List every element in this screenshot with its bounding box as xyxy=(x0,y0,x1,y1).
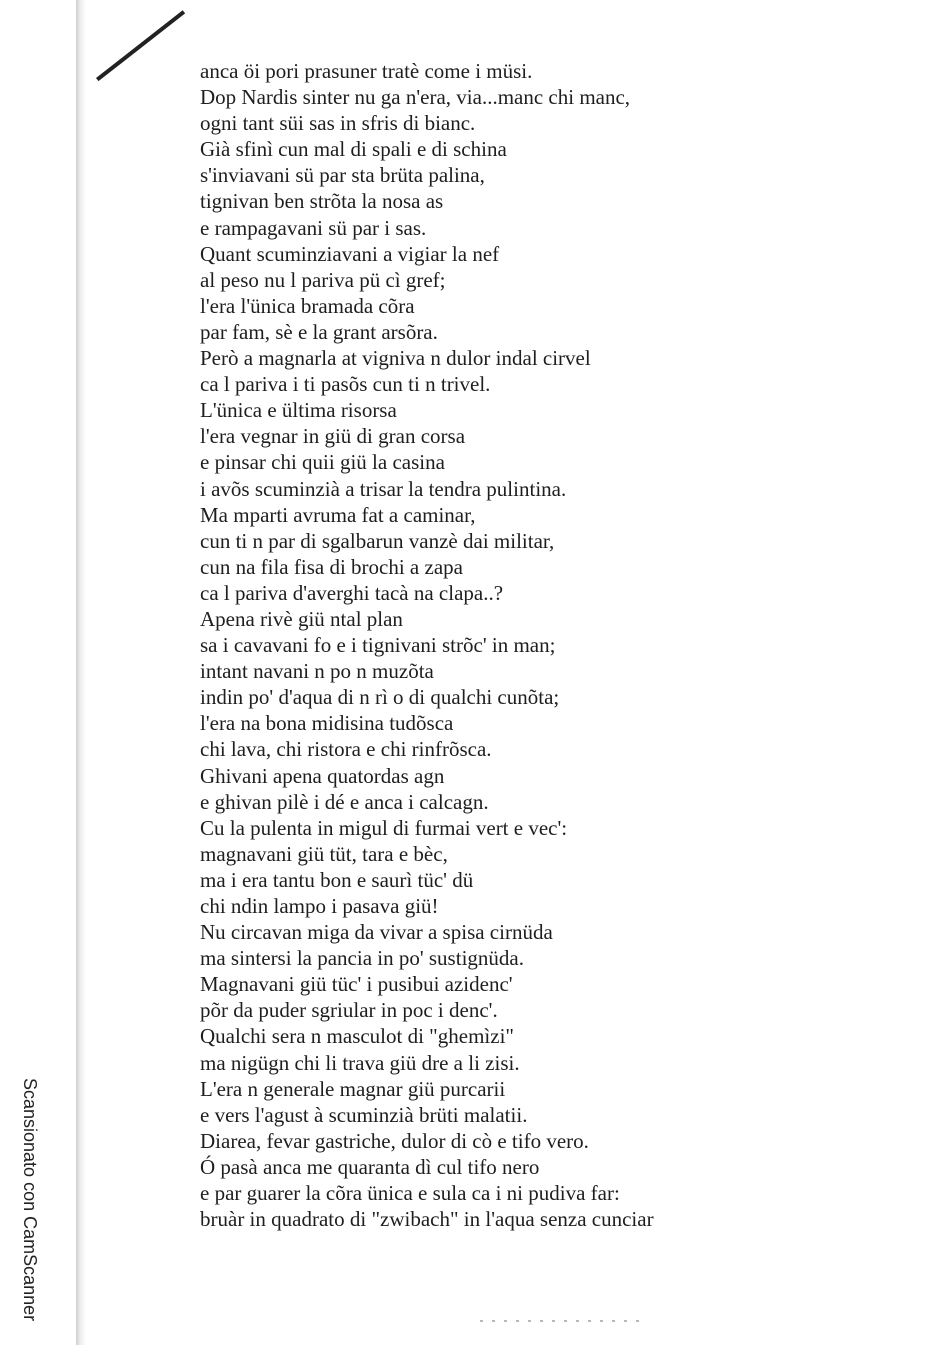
poem-line: ogni tant süi sas in sfris di bianc. xyxy=(200,111,476,136)
poem-line: e par guarer la cõra ünica e sula ca i ni pudiva far: xyxy=(200,1181,620,1206)
poem-line: bruàr in quadrato di "zwibach" in l'aqua senza cunciar xyxy=(200,1207,654,1232)
poem-line: ma sintersi la pancia in po' sustignüda. xyxy=(200,946,524,971)
poem-line: ca l pariva d'averghi tacà na clapa..? xyxy=(200,580,504,605)
poem-line: ma i era tantu bon e saurì tüc' dü xyxy=(200,867,474,892)
poem-line: põr da puder sgriular in poc i denc'. xyxy=(200,998,498,1023)
poem-line: e rampagavani sü par i sas. xyxy=(200,215,427,240)
poem-line: anca öi pori prasuner tratè come i müsi. xyxy=(200,59,533,83)
poem-line: indin po' d'aqua di n rì o di qualchi cunõta; xyxy=(200,685,560,710)
poem-text xyxy=(200,58,720,1232)
camscanner-watermark: Scansionato con CamScanner xyxy=(20,1078,40,1322)
poem-line: e pinsar chi quii giü la casina xyxy=(200,450,445,475)
poem-line: Cu la pulenta in migul di furmai vert e vec': xyxy=(200,815,568,840)
poem-line: tignivan ben strõta la nosa as xyxy=(200,189,444,214)
poem-line: al peso nu l pariva pü cì gref; xyxy=(200,267,446,292)
poem-line: e ghivan pilè i dé e anca i calcagn. xyxy=(200,789,489,814)
poem-line: Qualchi sera n masculot di "ghemìzi" xyxy=(200,1024,514,1049)
scan-smudge xyxy=(480,1320,640,1322)
poem-line: s'inviavani sü par sta brüta palina, xyxy=(200,163,485,188)
poem-line: l'era l'ünica bramada cõra xyxy=(200,293,415,318)
poem-line: Nu circavan miga da vivar a spisa cirnüda xyxy=(200,920,553,945)
poem-line: L'era n generale magnar giü purcarii xyxy=(200,1076,506,1101)
poem-line: magnavani giü tüt, tara e bèc, xyxy=(200,841,448,866)
poem-line: Ma mparti avruma fat a caminar, xyxy=(200,502,476,527)
poem-line: Ó pasà anca me quaranta dì cul tifo nero xyxy=(200,1154,540,1179)
poem-line: Dop Nardis sinter nu ga n'era, via...manc chi manc, xyxy=(200,85,631,110)
poem-line: par fam, sè e la grant arsõra. xyxy=(200,319,438,344)
poem-line: chi lava, chi ristora e chi rinfrõsca. xyxy=(200,737,492,762)
poem-line: Però a magnarla at vigniva n dulor indal cirvel xyxy=(200,346,591,371)
poem-line: Diarea, fevar gastriche, dulor di cò e tifo vero. xyxy=(200,1128,589,1153)
poem-line: ca l pariva i ti pasõs cun ti n trivel. xyxy=(200,372,491,397)
poem-line: ma nigügn chi li trava giü dre a li zisi. xyxy=(200,1050,520,1075)
sheet-edge-shadow xyxy=(76,0,86,1345)
poem-line: cun na fila fisa di brochi a zapa xyxy=(200,554,463,579)
folded-corner-mark xyxy=(96,10,185,81)
poem-line: Quant scuminziavani a vigiar la nef xyxy=(200,241,500,266)
poem-line: Ghivani apena quatordas agn xyxy=(200,763,445,788)
poem-line: i avõs scuminzià a trisar la tendra pulintina. xyxy=(200,476,567,501)
poem-line: chi ndin lampo i pasava giü! xyxy=(200,894,439,918)
poem-line: sa i cavavani fo e i tignivani strõc' in man; xyxy=(200,633,556,658)
poem-line: Apena rivè giü ntal plan xyxy=(200,606,403,631)
poem-line: e vers l'agust à scuminzià brüti malatii. xyxy=(200,1102,528,1127)
poem-line: Magnavani giü tüc' i pusibui azidenc' xyxy=(200,972,513,997)
poem-line: L'ünica e ültima risorsa xyxy=(200,398,397,423)
poem-line: l'era vegnar in giü di gran corsa xyxy=(200,424,466,449)
poem-line: Già sfinì cun mal di spali e di schina xyxy=(200,137,507,162)
poem-line: cun ti n par di sgalbarun vanzè dai militar, xyxy=(200,528,555,553)
poem-line: intant navani n po n muzõta xyxy=(200,659,434,684)
poem-line: l'era na bona midisina tudõsca xyxy=(200,711,454,736)
